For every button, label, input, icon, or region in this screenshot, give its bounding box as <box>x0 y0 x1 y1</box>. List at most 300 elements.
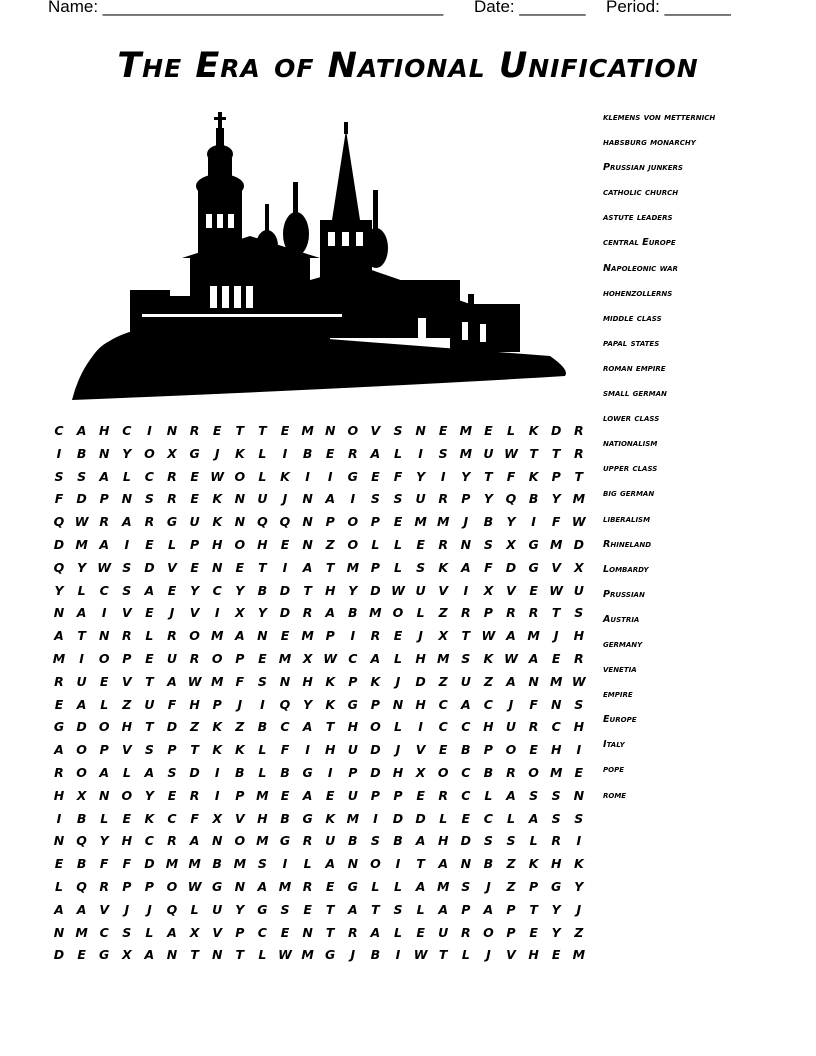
grid-letter[interactable]: Y <box>235 582 245 598</box>
grid-letter[interactable]: N <box>166 947 178 963</box>
grid-letter[interactable]: I <box>56 810 62 826</box>
grid-letter[interactable]: O <box>392 605 404 621</box>
grid-letter[interactable]: F <box>99 856 109 872</box>
grid-letter[interactable]: G <box>347 468 358 484</box>
grid-letter[interactable]: M <box>459 445 473 461</box>
grid-letter[interactable]: S <box>77 468 87 484</box>
grid-letter[interactable]: T <box>235 947 245 963</box>
grid-letter[interactable]: H <box>302 673 313 689</box>
grid-letter[interactable]: S <box>506 833 516 849</box>
grid-letter[interactable]: E <box>529 742 538 758</box>
grid-letter[interactable]: T <box>551 445 561 461</box>
grid-letter[interactable]: E <box>77 947 86 963</box>
grid-letter[interactable]: N <box>166 423 178 438</box>
grid-letter[interactable]: M <box>75 536 88 552</box>
grid-letter[interactable]: P <box>235 924 245 940</box>
grid-letter[interactable]: T <box>529 901 538 917</box>
grid-letter[interactable]: A <box>415 833 426 849</box>
grid-letter[interactable]: A <box>506 787 516 803</box>
grid-letter[interactable]: D <box>370 582 381 598</box>
grid-letter[interactable]: P <box>144 878 154 894</box>
grid-letter[interactable]: K <box>212 514 223 530</box>
grid-letter[interactable]: D <box>370 764 381 780</box>
grid-letter[interactable]: G <box>279 833 291 849</box>
grid-letter[interactable]: T <box>190 947 199 963</box>
grid-letter[interactable]: C <box>144 833 154 849</box>
grid-letter[interactable]: M <box>256 787 269 803</box>
grid-letter[interactable]: U <box>415 491 426 507</box>
grid-letter[interactable]: J <box>463 514 469 530</box>
grid-letter[interactable]: Z <box>438 605 448 621</box>
grid-letter[interactable]: H <box>573 719 585 735</box>
grid-letter[interactable]: E <box>529 582 538 598</box>
grid-letter[interactable]: W <box>187 878 202 894</box>
grid-letter[interactable]: Q <box>279 514 291 530</box>
grid-letter[interactable]: J <box>214 445 220 461</box>
grid-letter[interactable]: F <box>551 514 561 530</box>
grid-letter[interactable]: A <box>460 559 471 575</box>
grid-letter[interactable]: L <box>439 810 448 826</box>
grid-letter[interactable]: E <box>190 468 199 484</box>
grid-letter[interactable]: A <box>438 856 449 872</box>
grid-letter[interactable]: L <box>190 901 199 917</box>
grid-letter[interactable]: Q <box>505 491 517 507</box>
grid-letter[interactable]: G <box>166 514 178 530</box>
grid-letter[interactable]: U <box>460 673 471 689</box>
grid-letter[interactable]: J <box>147 901 152 917</box>
grid-letter[interactable]: R <box>438 536 448 552</box>
grid-letter[interactable]: W <box>504 650 518 666</box>
grid-letter[interactable]: E <box>190 491 199 507</box>
grid-letter[interactable]: M <box>256 833 269 849</box>
grid-letter[interactable]: H <box>211 536 223 552</box>
grid-letter[interactable]: A <box>506 628 516 644</box>
grid-letter[interactable]: T <box>325 901 335 917</box>
grid-letter[interactable]: V <box>121 742 132 758</box>
grid-letter[interactable]: W <box>391 582 405 598</box>
grid-letter[interactable]: L <box>394 924 402 940</box>
grid-letter[interactable]: E <box>190 559 199 575</box>
grid-letter[interactable]: B <box>528 491 539 507</box>
grid-letter[interactable]: O <box>347 514 359 530</box>
grid-letter[interactable]: H <box>483 719 494 735</box>
grid-letter[interactable]: A <box>167 673 177 689</box>
grid-letter[interactable]: T <box>235 423 245 438</box>
grid-letter[interactable]: L <box>100 696 109 712</box>
grid-letter[interactable]: D <box>415 810 426 826</box>
grid-letter[interactable]: C <box>99 924 109 940</box>
grid-letter[interactable]: P <box>235 787 245 803</box>
grid-letter[interactable]: U <box>505 719 517 735</box>
grid-letter[interactable]: S <box>574 605 584 621</box>
grid-letter[interactable]: R <box>573 445 584 461</box>
grid-letter[interactable]: A <box>144 582 155 598</box>
grid-letter[interactable]: Y <box>506 514 516 530</box>
grid-letter[interactable]: P <box>348 673 358 689</box>
grid-letter[interactable]: B <box>76 856 87 872</box>
grid-letter[interactable]: Z <box>483 673 493 689</box>
grid-letter[interactable]: A <box>506 673 516 689</box>
grid-letter[interactable]: P <box>122 878 132 894</box>
grid-letter[interactable]: H <box>324 582 336 598</box>
grid-letter[interactable]: S <box>551 787 561 803</box>
grid-letter[interactable]: C <box>483 810 493 826</box>
grid-letter[interactable]: T <box>416 856 425 872</box>
grid-letter[interactable]: A <box>438 901 449 917</box>
grid-letter[interactable]: S <box>529 787 539 803</box>
grid-letter[interactable]: L <box>77 582 86 598</box>
grid-letter[interactable]: M <box>165 856 179 872</box>
grid-letter[interactable]: E <box>371 468 380 484</box>
grid-letter[interactable]: L <box>529 833 538 849</box>
grid-letter[interactable]: Y <box>551 901 561 917</box>
grid-letter[interactable]: E <box>325 445 335 461</box>
grid-letter[interactable]: E <box>438 423 448 438</box>
grid-letter[interactable]: O <box>234 833 246 849</box>
grid-letter[interactable]: S <box>574 810 584 826</box>
grid-letter[interactable]: X <box>121 947 132 963</box>
grid-letter[interactable]: H <box>324 742 336 758</box>
grid-letter[interactable]: W <box>74 514 89 530</box>
grid-letter[interactable]: V <box>99 901 110 917</box>
grid-letter[interactable]: O <box>505 742 517 758</box>
grid-letter[interactable]: D <box>53 536 65 552</box>
grid-letter[interactable]: Y <box>144 787 154 803</box>
grid-letter[interactable]: W <box>413 947 428 963</box>
grid-letter[interactable]: T <box>529 445 538 461</box>
grid-letter[interactable]: A <box>257 878 268 894</box>
grid-letter[interactable]: D <box>279 605 291 621</box>
grid-letter[interactable]: Q <box>76 833 87 849</box>
grid-letter[interactable]: A <box>347 901 358 917</box>
grid-letter[interactable]: C <box>438 719 448 735</box>
grid-letter[interactable]: R <box>167 468 177 484</box>
grid-letter[interactable]: Y <box>551 924 561 940</box>
grid-letter[interactable]: A <box>76 901 87 917</box>
grid-letter[interactable]: J <box>395 742 401 758</box>
grid-letter[interactable]: C <box>167 810 177 826</box>
grid-letter[interactable]: B <box>483 764 494 780</box>
grid-letter[interactable]: B <box>76 445 87 461</box>
grid-letter[interactable]: P <box>99 742 109 758</box>
grid-letter[interactable]: O <box>347 423 359 438</box>
grid-letter[interactable]: E <box>574 764 584 780</box>
grid-letter[interactable]: E <box>167 787 177 803</box>
grid-letter[interactable]: Y <box>235 901 245 917</box>
grid-letter[interactable]: U <box>483 445 494 461</box>
grid-letter[interactable]: L <box>258 947 267 963</box>
grid-letter[interactable]: J <box>395 673 401 689</box>
grid-letter[interactable]: R <box>506 605 516 621</box>
grid-letter[interactable]: E <box>529 924 538 940</box>
grid-letter[interactable]: O <box>189 628 200 644</box>
grid-letter[interactable]: J <box>282 491 288 507</box>
grid-letter[interactable]: F <box>54 491 64 507</box>
grid-letter[interactable]: R <box>347 445 358 461</box>
grid-letter[interactable]: N <box>324 423 336 438</box>
grid-letter[interactable]: R <box>573 650 584 666</box>
grid-letter[interactable]: X <box>76 787 87 803</box>
grid-letter[interactable]: O <box>234 536 246 552</box>
grid-letter[interactable]: N <box>302 514 313 530</box>
grid-letter[interactable]: Y <box>551 491 561 507</box>
grid-letter[interactable]: I <box>214 764 220 780</box>
grid-letter[interactable]: L <box>122 764 131 780</box>
grid-letter[interactable]: Q <box>76 878 87 894</box>
grid-letter[interactable]: V <box>189 605 200 621</box>
grid-letter[interactable]: N <box>302 924 313 940</box>
grid-letter[interactable]: F <box>506 468 516 484</box>
grid-letter[interactable]: M <box>459 423 473 438</box>
grid-letter[interactable]: T <box>145 673 154 689</box>
grid-letter[interactable]: Y <box>54 582 64 598</box>
grid-letter[interactable]: U <box>144 696 155 712</box>
grid-letter[interactable]: S <box>370 833 380 849</box>
grid-letter[interactable]: D <box>53 947 65 963</box>
grid-letter[interactable]: P <box>461 901 471 917</box>
grid-letter[interactable]: L <box>258 742 267 758</box>
grid-letter[interactable]: P <box>506 924 516 940</box>
grid-letter[interactable]: R <box>121 628 132 644</box>
grid-letter[interactable]: C <box>280 719 290 735</box>
grid-letter[interactable]: R <box>460 605 471 621</box>
grid-letter[interactable]: V <box>234 810 245 826</box>
grid-letter[interactable]: X <box>212 810 222 826</box>
grid-letter[interactable]: M <box>346 810 360 826</box>
grid-letter[interactable]: U <box>257 491 268 507</box>
grid-letter[interactable]: K <box>325 696 336 712</box>
grid-letter[interactable]: G <box>325 947 336 963</box>
grid-letter[interactable]: L <box>394 719 402 735</box>
grid-letter[interactable]: C <box>461 787 471 803</box>
grid-letter[interactable]: K <box>212 742 223 758</box>
grid-letter[interactable]: O <box>370 856 381 872</box>
grid-letter[interactable]: D <box>144 856 155 872</box>
grid-letter[interactable]: V <box>506 947 516 963</box>
grid-letter[interactable]: E <box>280 423 290 438</box>
grid-letter[interactable]: B <box>257 582 268 598</box>
grid-letter[interactable]: Z <box>438 673 448 689</box>
grid-letter[interactable]: A <box>302 787 313 803</box>
grid-letter[interactable]: M <box>527 628 540 644</box>
grid-letter[interactable]: N <box>234 878 246 894</box>
grid-letter[interactable]: A <box>370 924 381 940</box>
grid-letter[interactable]: I <box>305 742 310 758</box>
grid-letter[interactable]: O <box>528 764 539 780</box>
grid-letter[interactable]: S <box>438 445 448 461</box>
grid-letter[interactable]: U <box>76 673 87 689</box>
grid-letter[interactable]: L <box>258 764 267 780</box>
grid-letter[interactable]: S <box>416 559 426 575</box>
grid-letter[interactable]: L <box>303 856 312 872</box>
grid-letter[interactable]: U <box>438 924 449 940</box>
grid-letter[interactable]: A <box>528 650 539 666</box>
grid-letter[interactable]: P <box>99 491 109 507</box>
grid-letter[interactable]: J <box>508 696 514 712</box>
grid-letter[interactable]: I <box>327 764 333 780</box>
grid-letter[interactable]: H <box>257 536 268 552</box>
grid-letter[interactable]: F <box>529 696 538 712</box>
grid-letter[interactable]: S <box>257 856 267 872</box>
grid-letter[interactable]: E <box>280 536 290 552</box>
grid-letter[interactable]: W <box>481 628 496 644</box>
grid-letter[interactable]: C <box>438 696 448 712</box>
grid-letter[interactable]: A <box>99 468 110 484</box>
grid-letter[interactable]: R <box>460 924 471 940</box>
grid-letter[interactable]: M <box>549 673 563 689</box>
grid-letter[interactable]: Y <box>77 559 87 575</box>
grid-letter[interactable]: L <box>416 605 425 621</box>
grid-letter[interactable]: R <box>438 787 448 803</box>
grid-letter[interactable]: L <box>100 810 109 826</box>
grid-letter[interactable]: X <box>167 445 177 461</box>
grid-letter[interactable]: W <box>504 445 518 461</box>
grid-letter[interactable]: R <box>99 514 109 530</box>
grid-letter[interactable]: F <box>190 810 199 826</box>
grid-letter[interactable]: F <box>393 468 403 484</box>
grid-letter[interactable]: I <box>440 468 446 484</box>
grid-letter[interactable]: E <box>280 924 290 940</box>
grid-letter[interactable]: O <box>211 650 223 666</box>
grid-letter[interactable]: F <box>235 673 245 689</box>
grid-letter[interactable]: S <box>167 764 177 780</box>
word-search-grid[interactable] <box>47 421 587 968</box>
grid-letter[interactable]: M <box>572 491 586 507</box>
grid-letter[interactable]: Q <box>257 514 268 530</box>
grid-letter[interactable]: Y <box>483 491 493 507</box>
grid-letter[interactable]: Y <box>122 445 132 461</box>
grid-letter[interactable]: L <box>55 878 63 894</box>
grid-letter[interactable]: B <box>257 719 268 735</box>
grid-letter[interactable]: L <box>394 650 402 666</box>
grid-letter[interactable]: R <box>54 673 64 689</box>
grid-letter[interactable]: A <box>76 605 87 621</box>
grid-letter[interactable]: G <box>528 536 539 552</box>
grid-letter[interactable]: M <box>210 628 224 644</box>
grid-letter[interactable]: M <box>278 650 292 666</box>
grid-letter[interactable]: L <box>394 536 402 552</box>
grid-letter[interactable]: F <box>167 696 177 712</box>
grid-letter[interactable]: I <box>124 536 130 552</box>
grid-letter[interactable]: W <box>278 947 292 963</box>
grid-letter[interactable]: B <box>235 764 245 780</box>
grid-letter[interactable]: U <box>189 514 200 530</box>
grid-letter[interactable]: Y <box>257 605 267 621</box>
grid-letter[interactable]: A <box>99 764 110 780</box>
grid-letter[interactable]: J <box>124 901 130 917</box>
grid-letter[interactable]: P <box>325 514 335 530</box>
grid-letter[interactable]: E <box>416 924 425 940</box>
grid-letter[interactable]: C <box>483 696 493 712</box>
grid-letter[interactable]: E <box>167 582 177 598</box>
grid-letter[interactable]: M <box>346 559 360 575</box>
grid-letter[interactable]: P <box>551 468 561 484</box>
grid-letter[interactable]: E <box>54 696 64 712</box>
grid-letter[interactable]: H <box>189 696 200 712</box>
grid-letter[interactable]: T <box>371 901 380 917</box>
grid-letter[interactable]: L <box>145 628 154 644</box>
grid-letter[interactable]: P <box>370 696 380 712</box>
grid-letter[interactable]: J <box>486 947 491 963</box>
grid-letter[interactable]: E <box>99 673 109 689</box>
grid-letter[interactable]: Z <box>235 719 245 735</box>
grid-letter[interactable]: P <box>483 605 493 621</box>
grid-letter[interactable]: M <box>436 650 450 666</box>
grid-letter[interactable]: V <box>551 559 562 575</box>
grid-letter[interactable]: O <box>166 878 178 894</box>
grid-letter[interactable]: O <box>76 764 87 780</box>
grid-letter[interactable]: R <box>167 833 177 849</box>
grid-letter[interactable]: A <box>167 924 177 940</box>
grid-letter[interactable]: V <box>121 673 132 689</box>
grid-letter[interactable]: M <box>301 628 314 644</box>
grid-letter[interactable]: V <box>121 605 132 621</box>
grid-letter[interactable]: P <box>370 787 380 803</box>
grid-letter[interactable]: K <box>438 559 449 575</box>
grid-letter[interactable]: O <box>98 719 110 735</box>
grid-letter[interactable]: C <box>144 468 154 484</box>
grid-letter[interactable]: E <box>393 628 403 644</box>
grid-letter[interactable]: I <box>79 650 84 666</box>
grid-letter[interactable]: R <box>167 628 177 644</box>
grid-letter[interactable]: D <box>550 423 562 438</box>
grid-letter[interactable]: M <box>210 673 224 689</box>
grid-letter[interactable]: W <box>187 673 202 689</box>
grid-letter[interactable]: A <box>144 764 155 780</box>
grid-letter[interactable]: D <box>392 810 404 826</box>
grid-letter[interactable]: B <box>76 810 87 826</box>
grid-letter[interactable]: I <box>282 559 288 575</box>
grid-letter[interactable]: B <box>483 514 494 530</box>
grid-letter[interactable]: L <box>394 878 402 894</box>
grid-letter[interactable]: P <box>461 491 471 507</box>
grid-letter[interactable]: I <box>350 491 356 507</box>
grid-letter[interactable]: I <box>56 445 62 461</box>
grid-letter[interactable]: E <box>438 742 448 758</box>
grid-letter[interactable]: B <box>461 742 471 758</box>
grid-letter[interactable]: O <box>121 787 133 803</box>
grid-letter[interactable]: B <box>302 445 313 461</box>
grid-letter[interactable]: R <box>528 605 539 621</box>
grid-letter[interactable]: M <box>52 650 66 666</box>
grid-letter[interactable]: S <box>393 491 403 507</box>
grid-letter[interactable]: C <box>212 582 222 598</box>
grid-letter[interactable]: S <box>461 650 471 666</box>
grid-letter[interactable]: J <box>237 696 243 712</box>
grid-letter[interactable]: E <box>122 810 132 826</box>
grid-letter[interactable]: A <box>370 650 381 666</box>
grid-letter[interactable]: N <box>392 696 404 712</box>
grid-letter[interactable]: V <box>506 582 516 598</box>
grid-letter[interactable]: M <box>75 924 88 940</box>
grid-letter[interactable]: L <box>507 810 515 826</box>
grid-letter[interactable]: S <box>122 559 132 575</box>
grid-letter[interactable]: M <box>278 878 292 894</box>
grid-letter[interactable]: W <box>571 673 586 689</box>
grid-letter[interactable]: M <box>549 536 563 552</box>
grid-letter[interactable]: Y <box>416 468 426 484</box>
grid-letter[interactable]: N <box>257 628 268 644</box>
grid-letter[interactable]: E <box>212 423 222 438</box>
grid-letter[interactable]: C <box>122 423 132 438</box>
grid-letter[interactable]: M <box>414 514 427 530</box>
grid-letter[interactable]: B <box>348 833 358 849</box>
grid-letter[interactable]: R <box>189 650 200 666</box>
grid-letter[interactable]: N <box>121 491 133 507</box>
grid-letter[interactable]: I <box>282 856 288 872</box>
grid-letter[interactable]: I <box>576 833 582 849</box>
grid-letter[interactable]: X <box>415 764 426 780</box>
